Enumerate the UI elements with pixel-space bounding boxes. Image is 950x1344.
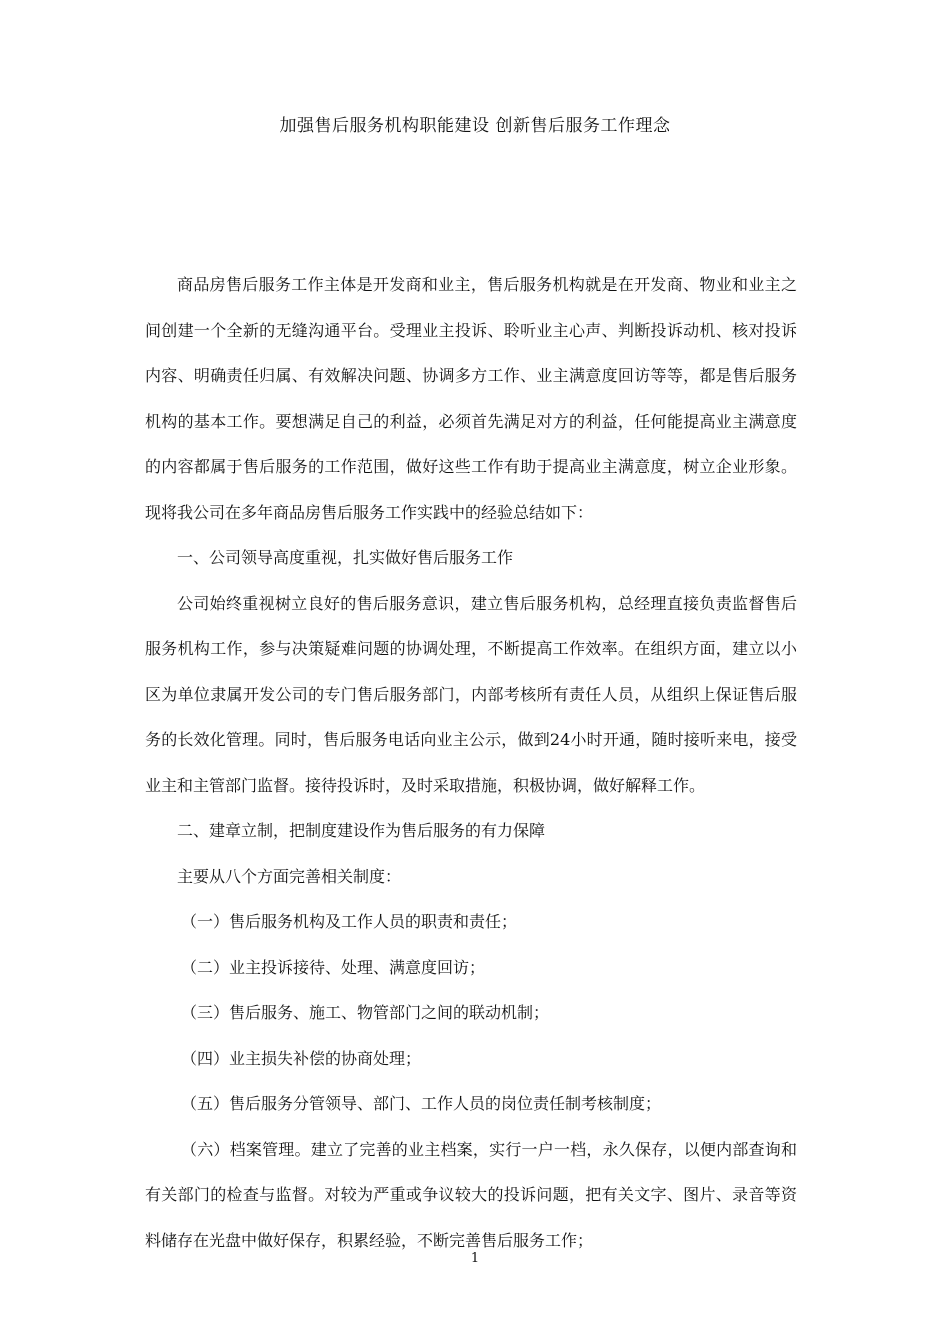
intro-paragraph: 商品房售后服务工作主体是开发商和业主，售后服务机构就是在开发商、物业和业主之间创建一个全新的无缝沟通平台。受理业主投诉、聆听业主心声、判断投诉动机、核对投诉内容、明确责任归属、有效解决问题、协调多方工作、业主满意度回访等等，都是售后服务机构的基本工作。要想满足自己的利益，必须首先满足对方的利益，任何能提高业主满意度的内容都属于售后服务的工作范围，做好这些工作有助于提高业主满意度，树立企业形象。现将我公司在多年商品房售后服务工作实践中的经验总结如下：: [145, 275, 797, 522]
section-1-paragraph: 公司始终重视树立良好的售后服务意识，建立售后服务机构，总经理直接负责监督售后服务机构工作，参与决策疑难问题的协调处理，不断提高工作效率。在组织方面，建立以小区为单位隶属开发公司的专门售后服务部门，内部考核所有责任人员，从组织上保证售后服务的长效化管理。同时，售后服务电话向业主公示，做到24小时开通，随时接听来电，接受业主和主管部门监督。接待投诉时，及时采取措施，积极协调，做好解释工作。: [145, 593, 797, 795]
section-2-intro: 主要从八个方面完善相关制度：: [177, 866, 402, 886]
list-item-2: （二）业主投诉接待、处理、满意度回访；: [181, 957, 486, 977]
document-title: 加强售后服务机构职能建设 创新售后服务工作理念: [279, 116, 671, 136]
section-heading-1: 一、公司领导高度重视，扎实做好售后服务工作: [177, 548, 514, 567]
section-heading-2: 二、建章立制，把制度建设作为售后服务的有力保障: [177, 821, 546, 840]
list-item-5: （五）售后服务分管领导、部门、工作人员的岗位责任制考核制度；: [181, 1094, 662, 1113]
page-number: 1: [470, 1251, 480, 1266]
document-body: [145, 262, 797, 1263]
list-item-1: （一）售后服务机构及工作人员的职责和责任；: [181, 912, 518, 931]
list-item-3: （三）售后服务、施工、物管部门之间的联动机制；: [181, 1003, 550, 1022]
list-item-4: （四）业主损失补偿的协商处理；: [181, 1048, 422, 1068]
list-item-6: （六）档案管理。建立了完善的业主档案，实行一户一档，永久保存，以便内部查询和有关部门的检查与监督。对较为严重或争议较大的投诉问题，把有关文字、图片、录音等资料储存在光盘中做好保存，积累经验，不断完善售后服务工作；: [145, 1139, 797, 1250]
